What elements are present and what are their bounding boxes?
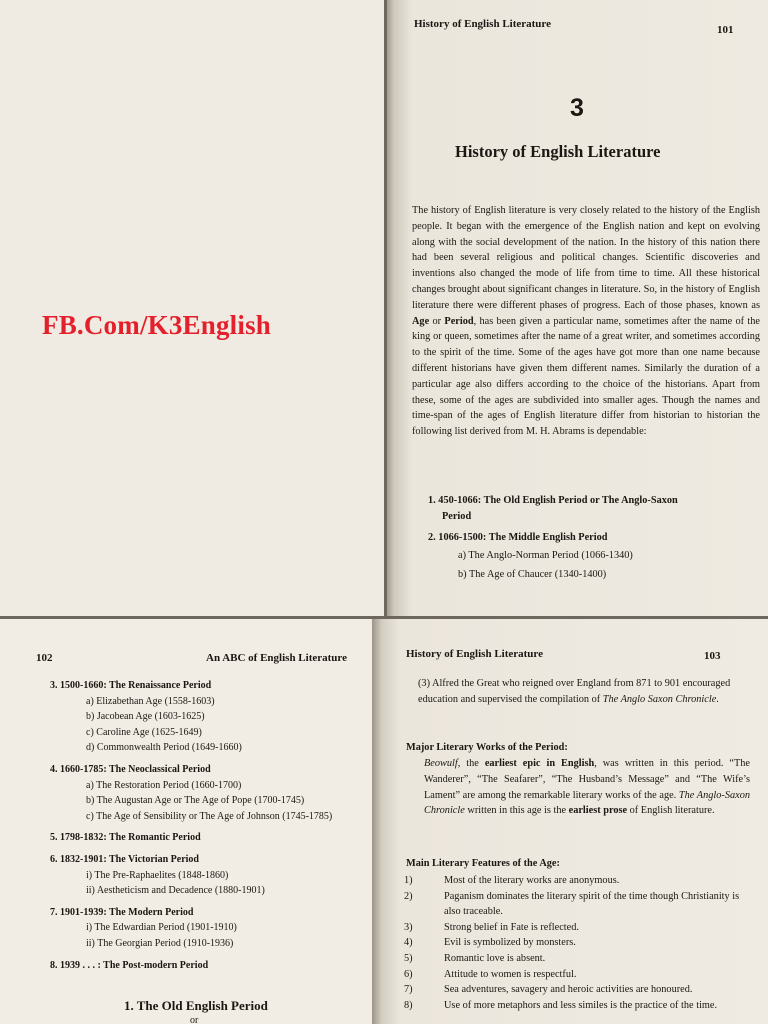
running-head: History of English Literature [406, 648, 543, 660]
page-number: 103 [704, 650, 721, 662]
period-list-continued [50, 678, 368, 973]
page-number: 102 [36, 652, 53, 664]
intro-paragraph: The history of English literature is very closely related to the history of the English people. It began with the emergence of the English nation and kept on evolving along with the social development of the nation. In the history of this nation there had been several religious and political changes. Scientific discoveries and inventions also changed the mode of life from time to time. All these historical changes brought about significant changes in literature. So, in the history of English literature there were different phases of progress. Each of those phases, known as Age or Period, has been given a particular name, sometimes after the name of the king or queen, sometimes after the name of a great writer, and sometimes according to the spirit of the time. Some of the ages have got more than one name because different historians have given them different names. Similarly the duration of a particular age also differs according to the choice of the historians. Apart from these, some of the ages are subdivided into smaller ages. Though the names and time-span of the ages of English literature differ from historian to historian the following list derived from M. H. Abrams is dependable: [412, 205, 760, 438]
page-102 [0, 618, 372, 1024]
list-item: 7) Sea adventures, savagery and heroic activities are honoured. [404, 984, 693, 996]
list-item: c) Caroline Age (1625-1649) [86, 726, 202, 738]
list-item: b) The Augustan Age or The Age of Pope (1700-1745) [86, 795, 305, 807]
list-item: b) Jacobean Age (1603-1625) [86, 711, 205, 723]
list-item: ii) Aestheticism and Decadence (1880-1901) [86, 885, 265, 897]
list-item: 6. 1832-1901: The Victorian Period [50, 853, 199, 865]
section-title: 1. The Old English Period [124, 998, 268, 1013]
chapter-title: History of English Literature [455, 142, 661, 161]
running-head: An ABC of English Literature [206, 652, 347, 664]
works-paragraph: Beowulf, the earliest epic in English, was written in this period. “The Wanderer”, “The Seafarer”, “The Husband’s Message” and “The Wife’s Lament” are among the remarkable literary works of the age. The Anglo-Saxon Chronicle written in this age is the earliest prose of English literature. [424, 758, 750, 817]
list-item: a) The Anglo-Norman Period (1066-1340) [458, 549, 633, 561]
list-item: ii) The Georgian Period (1910-1936) [86, 937, 234, 949]
list-item: 1. 450-1066: The Old English Period or The Anglo-Saxon [428, 495, 678, 506]
period-list [428, 493, 763, 583]
list-item: 2. 1066-1500: The Middle English Period [428, 532, 608, 544]
page-gutter [384, 0, 387, 618]
watermark-text: FB.Com/K3English [42, 310, 271, 340]
list-item: a) The Restoration Period (1660-1700) [86, 779, 242, 791]
list-item: 3. 1500-1660: The Renaissance Period [50, 680, 212, 691]
list-item: 3) Strong belief in Fate is reflected. [404, 921, 579, 933]
list-item: b) The Age of Chaucer (1340-1400) [458, 569, 607, 581]
list-item: 1) Most of the literary works are anonymous. [404, 875, 620, 886]
list-item: 2) Paganism dominates the literary spirit of the time though Christianity is also traceable. [404, 890, 740, 918]
list-item: d) Commonwealth Period (1649-1660) [86, 742, 242, 754]
features-heading: Main Literary Features of the Age: [406, 858, 560, 869]
list-item: 5) Romantic love is absent. [404, 952, 546, 964]
page-101 [384, 0, 768, 618]
page-103 [372, 618, 768, 1024]
list-item: 6) Attitude to women is respectful. [404, 968, 577, 980]
page-number: 101 [717, 24, 734, 36]
list-item: a) Elizabethan Age (1558-1603) [86, 695, 215, 707]
list-item: 8) Use of more metaphors and less similes is the practice of the time. [404, 999, 718, 1011]
list-item: 4. 1660-1785: The Neoclassical Period [50, 763, 211, 775]
list-item: i) The Edwardian Period (1901-1910) [86, 922, 237, 934]
list-item: c) The Age of Sensibility or The Age of Johnson (1745-1785) [86, 810, 333, 822]
running-head: History of English Literature [414, 18, 551, 30]
spread-divider [0, 616, 768, 619]
list-item: 5. 1798-1832: The Romantic Period [50, 832, 201, 844]
chapter-number: 3 [570, 94, 584, 122]
works-heading: Major Literary Works of the Period: [406, 742, 568, 753]
list-item: Period [442, 510, 472, 522]
list-item: i) The Pre-Raphaelites (1848-1860) [86, 869, 229, 881]
list-item: 7. 1901-1939: The Modern Period [50, 906, 194, 918]
features-list [404, 873, 750, 1013]
list-item-3: (3) Alfred the Great who reigned over England from 871 to 901 encouraged education and supervised the compilation of The Anglo Saxon Chronicle. [418, 678, 731, 705]
blank-page [0, 0, 384, 618]
list-item: 4) Evil is symbolized by monsters. [404, 937, 576, 949]
list-item: 8. 1939 . . . : The Post-modern Period [50, 959, 209, 971]
section-subtitle: or [190, 1015, 199, 1024]
